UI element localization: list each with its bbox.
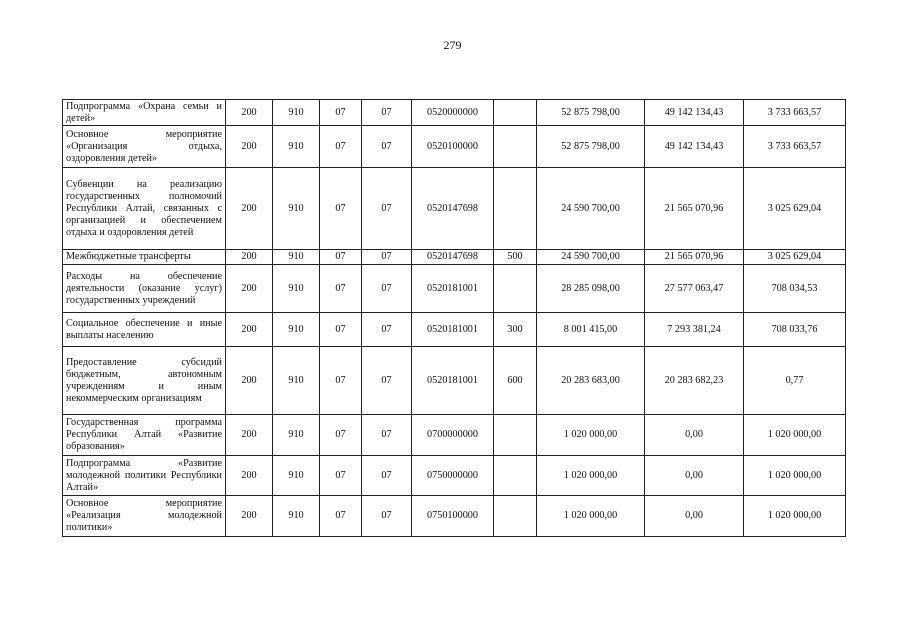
table-row (63, 313, 846, 347)
cell-planned-amount: 28 285 098,00 (537, 265, 645, 313)
cell-expense-kind (494, 100, 537, 126)
row-name: Основное мероприятие «Реализация молодежной политики» (63, 496, 226, 537)
cell-executed-amount: 49 142 134,43 (645, 100, 744, 126)
cell-admin-code: 200 (226, 168, 273, 250)
cell-target-article: 0520100000 (412, 126, 494, 168)
cell-section: 07 (320, 496, 362, 537)
cell-subsection: 07 (362, 415, 412, 456)
cell-subsection: 07 (362, 313, 412, 347)
cell-expense-kind: 600 (494, 347, 537, 415)
cell-section: 07 (320, 313, 362, 347)
cell-expense-kind (494, 168, 537, 250)
row-name: Субвенции на реализацию государственных полномочий Республики Алтай, связанных с организацией и обеспечением отдыха и оздоровления детей (63, 168, 226, 250)
cell-target-article: 0520181001 (412, 347, 494, 415)
cell-code: 910 (273, 126, 320, 168)
cell-expense-kind (494, 415, 537, 456)
cell-admin-code: 200 (226, 250, 273, 265)
cell-target-article: 0750000000 (412, 456, 494, 496)
cell-planned-amount: 1 020 000,00 (537, 496, 645, 537)
cell-planned-amount: 1 020 000,00 (537, 456, 645, 496)
cell-target-article: 0750100000 (412, 496, 494, 537)
table-row (63, 456, 846, 496)
cell-difference-amount: 3 025 629,04 (744, 168, 846, 250)
cell-planned-amount: 8 001 415,00 (537, 313, 645, 347)
cell-planned-amount: 24 590 700,00 (537, 250, 645, 265)
cell-target-article: 0520147698 (412, 168, 494, 250)
cell-subsection: 07 (362, 496, 412, 537)
cell-executed-amount: 0,00 (645, 456, 744, 496)
table-row (63, 126, 846, 168)
cell-section: 07 (320, 347, 362, 415)
cell-difference-amount: 1 020 000,00 (744, 456, 846, 496)
cell-code: 910 (273, 250, 320, 265)
cell-executed-amount: 7 293 381,24 (645, 313, 744, 347)
row-name: Предоставление субсидий бюджетным, автономным учреждениям и иным некоммерческим организациям (63, 347, 226, 415)
cell-admin-code: 200 (226, 415, 273, 456)
budget-table (62, 99, 846, 537)
cell-code: 910 (273, 100, 320, 126)
table-row (63, 265, 846, 313)
cell-planned-amount: 1 020 000,00 (537, 415, 645, 456)
cell-admin-code: 200 (226, 100, 273, 126)
cell-planned-amount: 52 875 798,00 (537, 126, 645, 168)
cell-target-article: 0520000000 (412, 100, 494, 126)
cell-code: 910 (273, 265, 320, 313)
cell-subsection: 07 (362, 168, 412, 250)
cell-subsection: 07 (362, 347, 412, 415)
cell-difference-amount: 708 033,76 (744, 313, 846, 347)
cell-executed-amount: 49 142 134,43 (645, 126, 744, 168)
cell-difference-amount: 1 020 000,00 (744, 496, 846, 537)
table-row (63, 415, 846, 456)
cell-subsection: 07 (362, 456, 412, 496)
cell-executed-amount: 20 283 682,23 (645, 347, 744, 415)
cell-target-article: 0520181001 (412, 265, 494, 313)
cell-difference-amount: 3 733 663,57 (744, 100, 846, 126)
cell-planned-amount: 24 590 700,00 (537, 168, 645, 250)
table-row (63, 250, 846, 265)
table-row (63, 168, 846, 250)
row-name: Подпрограмма «Развитие молодежной политики Республики Алтай» (63, 456, 226, 496)
cell-subsection: 07 (362, 100, 412, 126)
cell-expense-kind: 300 (494, 313, 537, 347)
table-row (63, 100, 846, 126)
cell-expense-kind (494, 496, 537, 537)
row-name: Социальное обеспечение и иные выплаты населению (63, 313, 226, 347)
cell-target-article: 0520181001 (412, 313, 494, 347)
cell-section: 07 (320, 415, 362, 456)
cell-admin-code: 200 (226, 347, 273, 415)
row-name: Государственная программа Республики Алтай «Развитие образования» (63, 415, 226, 456)
row-name: Межбюджетные трансферты (63, 250, 226, 265)
cell-section: 07 (320, 250, 362, 265)
cell-target-article: 0520147698 (412, 250, 494, 265)
cell-difference-amount: 708 034,53 (744, 265, 846, 313)
cell-difference-amount: 1 020 000,00 (744, 415, 846, 456)
cell-code: 910 (273, 347, 320, 415)
cell-expense-kind: 500 (494, 250, 537, 265)
cell-section: 07 (320, 126, 362, 168)
cell-code: 910 (273, 313, 320, 347)
cell-subsection: 07 (362, 265, 412, 313)
cell-admin-code: 200 (226, 313, 273, 347)
cell-expense-kind (494, 126, 537, 168)
cell-code: 910 (273, 496, 320, 537)
cell-planned-amount: 20 283 683,00 (537, 347, 645, 415)
cell-admin-code: 200 (226, 496, 273, 537)
cell-difference-amount: 3 733 663,57 (744, 126, 846, 168)
cell-target-article: 0700000000 (412, 415, 494, 456)
cell-difference-amount: 0,77 (744, 347, 846, 415)
page-number: 279 (443, 38, 462, 52)
cell-section: 07 (320, 265, 362, 313)
cell-executed-amount: 0,00 (645, 415, 744, 456)
cell-expense-kind (494, 265, 537, 313)
row-name: Расходы на обеспечение деятельности (оказание услуг) государственных учреждений (63, 265, 226, 313)
cell-section: 07 (320, 100, 362, 126)
cell-subsection: 07 (362, 126, 412, 168)
cell-admin-code: 200 (226, 126, 273, 168)
cell-subsection: 07 (362, 250, 412, 265)
row-name: Основное мероприятие «Организация отдыха, оздоровления детей» (63, 126, 226, 168)
table-row (63, 347, 846, 415)
cell-executed-amount: 27 577 063,47 (645, 265, 744, 313)
cell-executed-amount: 0,00 (645, 496, 744, 537)
cell-executed-amount: 21 565 070,96 (645, 168, 744, 250)
cell-planned-amount: 52 875 798,00 (537, 100, 645, 126)
cell-code: 910 (273, 456, 320, 496)
cell-difference-amount: 3 025 629,04 (744, 250, 846, 265)
table-row (63, 496, 846, 537)
cell-section: 07 (320, 168, 362, 250)
cell-code: 910 (273, 415, 320, 456)
cell-section: 07 (320, 456, 362, 496)
cell-code: 910 (273, 168, 320, 250)
cell-admin-code: 200 (226, 456, 273, 496)
cell-executed-amount: 21 565 070,96 (645, 250, 744, 265)
row-name: Подпрограмма «Охрана семьи и детей» (63, 100, 226, 126)
cell-expense-kind (494, 456, 537, 496)
cell-admin-code: 200 (226, 265, 273, 313)
